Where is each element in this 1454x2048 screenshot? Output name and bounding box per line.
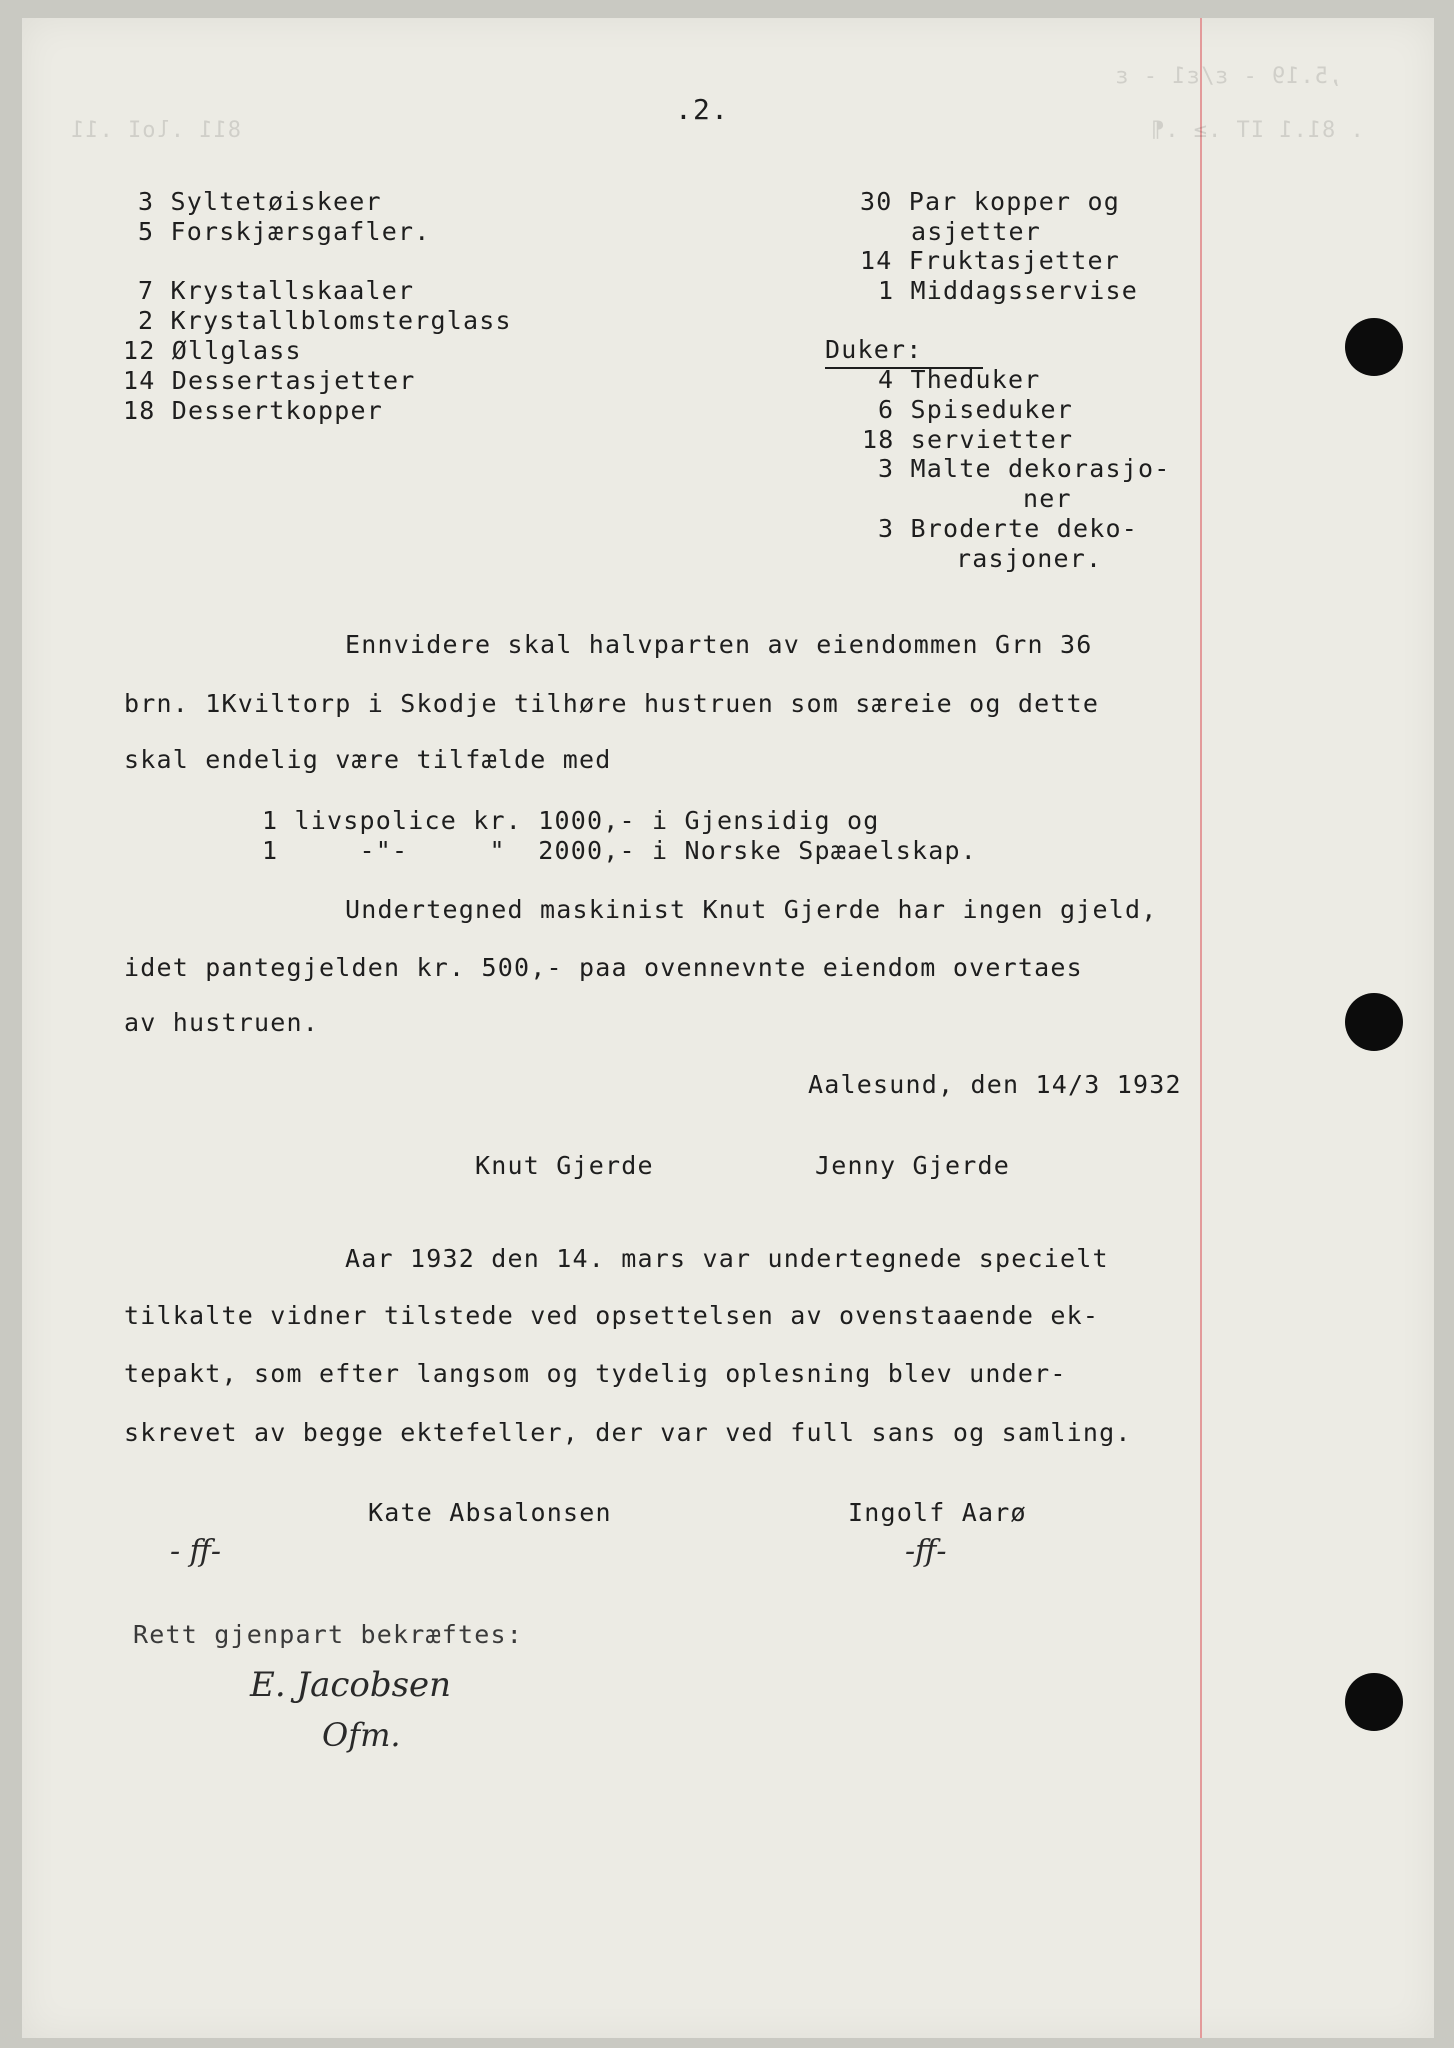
list-item-continuation: asjetter <box>911 217 1042 246</box>
list-item: 3 Broderte deko- <box>878 514 1139 543</box>
text-line: Undertegned maskinist Knut Gjerde har ingen gjeld, <box>345 895 1158 924</box>
list-item-continuation: ner <box>1023 484 1072 513</box>
list-item: 3 Malte dekorasjo- <box>878 454 1171 483</box>
text-line: Ennvidere skal halvparten av eiendommen Grn 36 <box>345 630 1093 659</box>
list-item: 1 Middagsservise <box>878 276 1139 305</box>
punch-hole-top <box>1345 318 1403 376</box>
duker-heading: Duker: <box>825 335 983 369</box>
list-item: 14 Dessertasjetter <box>123 366 416 395</box>
page-number: .2. <box>675 93 730 126</box>
list-item-continuation: rasjoner. <box>956 544 1103 573</box>
witness-name-right: Ingolf Aarø <box>848 1498 1027 1527</box>
list-item: 14 Fruktasjetter <box>860 246 1121 275</box>
bleedthrough-text: 811 .loI .11 <box>70 118 241 143</box>
margin-rule <box>1200 18 1202 2038</box>
policy-line: 1 -"- " 2000,- i Norske Spæaelskap. <box>262 836 978 865</box>
list-item: 18 servietter <box>862 425 1074 454</box>
list-item: 6 Spiseduker <box>878 395 1074 424</box>
list-item: 3 Syltetøiskeer <box>138 187 382 216</box>
bleedthrough-text: ,5.19 - ε/ε1 - ε <box>1100 64 1343 89</box>
place-date: Aalesund, den 14/3 1932 <box>808 1070 1182 1099</box>
text-line: skrevet av begge ektefeller, der var ved full sans og samling. <box>124 1418 1132 1447</box>
ditto-mark-left: - ff- <box>170 1534 222 1569</box>
policy-line: 1 livspolice kr. 1000,- i Gjensidig og <box>262 806 880 835</box>
punch-hole-middle <box>1345 993 1403 1051</box>
certification-line: Rett gjenpart bekræftes: <box>133 1620 524 1649</box>
text-line: Aar 1932 den 14. mars var undertegnede specielt <box>345 1244 1109 1273</box>
text-line: brn. 1Kviltorp i Skodje tilhøre hustruen som særeie og dette <box>124 689 1100 718</box>
punch-hole-bottom <box>1345 1673 1403 1731</box>
ditto-mark-right: -ff- <box>905 1534 947 1569</box>
list-item: 18 Dessertkopper <box>123 396 384 425</box>
signature-name-wife: Jenny Gjerde <box>815 1151 1011 1180</box>
list-item: 4 Theduker <box>878 365 1041 394</box>
list-item: 7 Krystallskaaler <box>138 276 415 305</box>
signature-name-husband: Knut Gjerde <box>475 1151 654 1180</box>
bleedthrough-text: . 81.1 IT .≥ .¶ <box>1150 118 1364 143</box>
text-line: idet pantegjelden kr. 500,- paa ovennevnte eiendom overtaes <box>124 953 1083 982</box>
list-item: 5 Forskjærsgafler. <box>138 217 431 246</box>
text-line: tilkalte vidner tilstede ved opsettelsen av ovenstaaende ek- <box>124 1301 1100 1330</box>
list-item: 2 Krystallblomsterglass <box>138 306 512 335</box>
list-item: 30 Par kopper og <box>860 187 1121 216</box>
text-line: tepakt, som efter langsom og tydelig oplesning blev under- <box>124 1359 1067 1388</box>
text-line: av hustruen. <box>124 1008 320 1037</box>
handwritten-signature-title: Ofm. <box>322 1716 401 1754</box>
witness-name-left: Kate Absalonsen <box>368 1498 612 1527</box>
list-item: 12 Øllglass <box>123 336 302 365</box>
text-line: skal endelig være tilfælde med <box>124 745 612 774</box>
handwritten-signature: E. Jacobsen <box>250 1665 452 1705</box>
